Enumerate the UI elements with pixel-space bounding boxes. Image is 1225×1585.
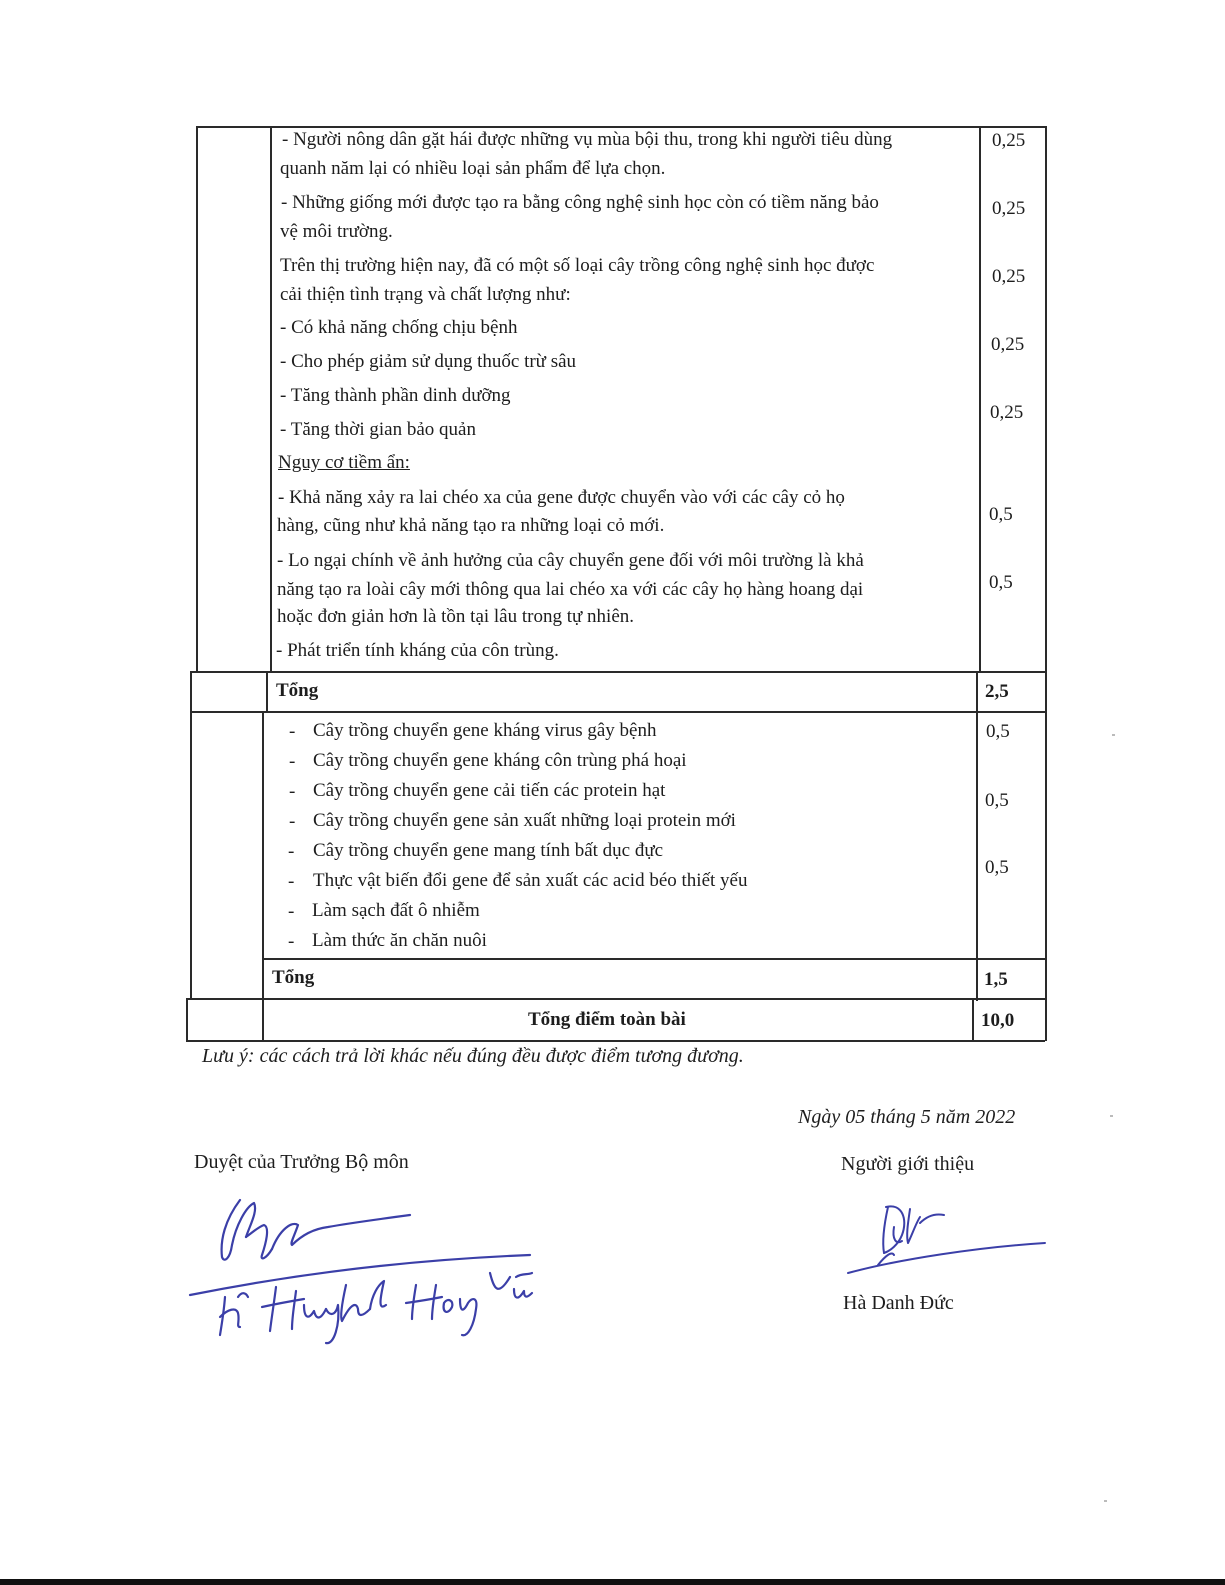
list-item: Cây trồng chuyển gene cải tiến các protein hạt xyxy=(313,780,666,801)
list-item: Cây trồng chuyển gene kháng côn trùng phá hoại xyxy=(313,750,687,771)
total-label: Tổng xyxy=(276,680,319,701)
table-row-text: - Phát triển tính kháng của côn trùng. xyxy=(276,640,559,661)
list-dash: - xyxy=(289,721,296,742)
score-cell: 0,5 xyxy=(986,721,1010,742)
grand-total-label: Tổng điểm toàn bài xyxy=(528,1009,686,1030)
table-row-text: Trên thị trường hiện nay, đã có một số loại cây trồng công nghệ sinh học được xyxy=(280,255,875,276)
note: Lưu ý: các cách trả lời khác nếu đúng đều được điểm tương đương. xyxy=(202,1045,744,1067)
table-row-text: - Tăng thời gian bảo quản xyxy=(280,419,476,440)
table-row-text: cải thiện tình trạng và chất lượng như: xyxy=(280,284,571,305)
presenter-title: Người giới thiệu xyxy=(841,1153,975,1175)
table-row-text: hoặc đơn giản hơn là tồn tại lâu trong tự nhiên. xyxy=(277,606,635,627)
approver-signature xyxy=(180,1185,580,1345)
table-row-text: - Người nông dân gặt hái được những vụ mùa bội thu, trong khi người tiêu dùng xyxy=(282,129,893,150)
list-item: Cây trồng chuyển gene mang tính bất dục đực xyxy=(313,840,664,861)
score-cell: 0,25 xyxy=(992,266,1026,287)
table-row-text: - Khả năng xảy ra lai chéo xa của gene được chuyển vào với các cây cỏ họ xyxy=(278,487,845,508)
list-dash: - xyxy=(289,811,296,832)
list-dash: - xyxy=(288,901,295,922)
score-cell: 0,25 xyxy=(991,334,1025,355)
table-row-text: - Tăng thành phần dinh dưỡng xyxy=(280,385,511,406)
score-cell: 0,5 xyxy=(985,790,1009,811)
list-dash: - xyxy=(289,781,296,802)
list-item: Làm thức ăn chăn nuôi xyxy=(312,930,487,951)
score-cell: 0,5 xyxy=(989,572,1013,593)
list-item: Thực vật biến đổi gene để sản xuất các acid béo thiết yếu xyxy=(313,870,748,891)
list-item: Làm sạch đất ô nhiễm xyxy=(312,900,480,921)
table-row-text: - Lo ngại chính về ảnh hưởng của cây chuyển gene đối với môi trường là khả xyxy=(277,550,864,571)
score-cell: 0,25 xyxy=(992,130,1026,151)
approver-title: Duyệt của Trưởng Bộ môn xyxy=(194,1151,409,1173)
score-cell: 0,5 xyxy=(989,504,1013,525)
total-score: 2,5 xyxy=(985,681,1009,702)
score-cell: 0,25 xyxy=(990,402,1024,423)
scan-bottom-edge xyxy=(0,1579,1225,1585)
list-dash: - xyxy=(288,841,295,862)
list-dash: - xyxy=(288,931,295,952)
scan-speck xyxy=(1104,1500,1107,1502)
table-row-text: quanh năm lại có nhiều loại sản phẩm để lựa chọn. xyxy=(280,158,666,179)
presenter-name: Hà Danh Đức xyxy=(843,1292,954,1314)
list-item: Cây trồng chuyển gene kháng virus gây bệnh xyxy=(313,720,657,741)
list-dash: - xyxy=(289,751,296,772)
list-item: Cây trồng chuyển gene sản xuất những loại protein mới xyxy=(313,810,736,831)
table-row-text: vệ môi trường. xyxy=(280,221,393,242)
score-cell: 0,25 xyxy=(992,198,1026,219)
list-dash: - xyxy=(288,871,295,892)
risk-heading: Nguy cơ tiềm ẩn: xyxy=(278,452,410,473)
table-row-text: - Những giống mới được tạo ra bằng công nghệ sinh học còn có tiềm năng bảo xyxy=(281,192,879,213)
date: Ngày 05 tháng 5 năm 2022 xyxy=(798,1106,1016,1128)
scan-speck xyxy=(1110,1115,1113,1117)
table-row-text: - Cho phép giảm sử dụng thuốc trừ sâu xyxy=(280,351,577,372)
presenter-signature xyxy=(840,1195,1050,1285)
total-score: 1,5 xyxy=(984,969,1008,990)
table-row-text: - Có khả năng chống chịu bệnh xyxy=(280,317,518,338)
score-cell: 0,5 xyxy=(985,857,1009,878)
table-row-text: hàng, cũng như khả năng tạo ra những loại cỏ mới. xyxy=(277,515,665,536)
table-row-text: năng tạo ra loài cây mới thông qua lai chéo xa với các cây họ hàng hoang dại xyxy=(277,579,864,600)
grand-total-score: 10,0 xyxy=(981,1010,1015,1031)
scan-speck xyxy=(1112,734,1115,736)
total-label: Tổng xyxy=(272,967,315,988)
